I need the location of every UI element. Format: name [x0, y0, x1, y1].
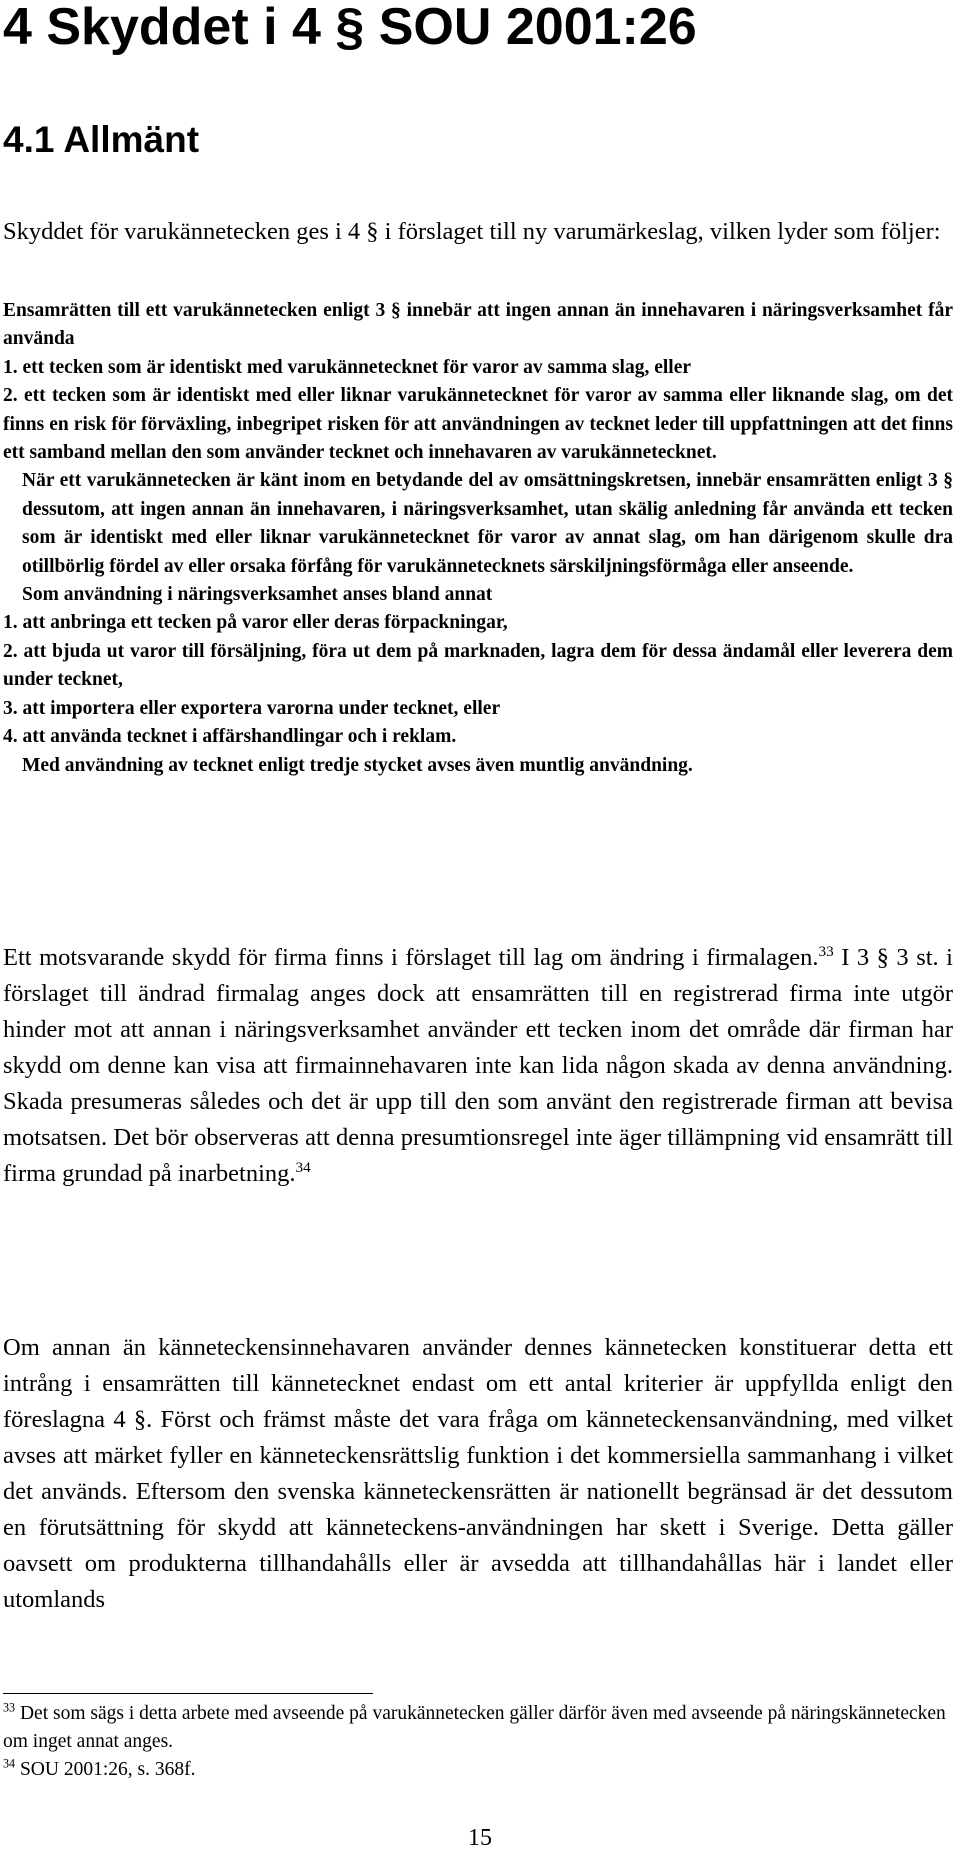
footnote-text: Det som sägs i detta arbete med avseende på varukännetecken gäller därför även med avseende på näringskännetecken om inget annat anges. — [3, 1703, 946, 1752]
footnote-divider — [3, 1693, 373, 1694]
footnote-ref-33[interactable]: 33 — [818, 942, 834, 960]
quote-paragraph: Som användning i näringsverksamhet anses bland annat — [22, 584, 493, 606]
paragraph-text: Ett motsvarande skydd för firma finns i förslaget till lag om ändring i firmalagen. — [3, 944, 819, 971]
footnote-ref-34[interactable]: 34 — [295, 1158, 311, 1176]
chapter-heading: 4 Skyddet i 4 § SOU 2001:26 — [3, 0, 697, 56]
footnote-text: SOU 2001:26, s. 368f. — [15, 1759, 196, 1780]
quote-list-item: 2. ett tecken som är identiskt med eller liknar varukännetecknet för varor av samma eller liknande slag, om det finns en risk för förväxling, inbegripet risken för att användningen av tecknet leder till uppfattningen att det finns ett samband mellan den som använder tecknet och innehavaren av varukännetecknet. — [3, 385, 953, 464]
footnote-33 — [3, 1700, 953, 1756]
footnote-number: 34 — [3, 1756, 16, 1771]
intro-paragraph: Skyddet för varukännetecken ges i 4 § i förslaget till ny varumärkeslag, vilken lyder som följer: — [3, 218, 941, 245]
quote-list-item: 4. att använda tecknet i affärshandlingar och i reklam. — [3, 726, 457, 748]
quote-paragraph: Med användning av tecknet enligt tredje stycket avses även muntlig användning. — [22, 754, 693, 776]
quote-list-item: 1. att anbringa ett tecken på varor eller deras förpackningar, — [3, 612, 508, 634]
section-heading: 4.1 Allmänt — [3, 119, 200, 160]
paragraph-text: I 3 § 3 st. i förslaget till ändrad firmalag anges dock att ensamrätten till en registrerad firma inte utgör hinder mot att annan i näringsverksamhet använder ett tecken inom det område där firman har skydd om denne kan visa att firmainnehavaren inte kan lida någon skada av denna användning. Skada presumeras således och det är upp till den som använt den registrerade firman att bevisa motsatsen. Det bör observeras att denna presumtionsregel inte äger tillämpning vid ensamrätt till firma grundad på inarbetning. — [3, 944, 953, 1187]
quote-list-item: 3. att importera eller exportera varorna under tecknet, eller — [3, 697, 501, 719]
footnote-34 — [3, 1756, 953, 1784]
quote-paragraph: Ensamrätten till ett varukännetecken enligt 3 § innebär att ingen annan än innehavaren i näringsverksamhet får använda — [3, 300, 953, 350]
quote-list-item: 1. ett tecken som är identiskt med varukännetecknet för varor av samma slag, eller — [3, 356, 692, 378]
footnote-number: 33 — [3, 1700, 16, 1715]
footnotes — [3, 1700, 953, 1784]
law-quote — [3, 297, 953, 780]
quote-list-item: 2. att bjuda ut varor till försäljning, föra ut dem på marknaden, lagra dem för dessa ändamål eller leverera dem under tecknet, — [3, 640, 953, 691]
page-number: 15 — [468, 1825, 492, 1851]
quote-paragraph: När ett varukännetecken är känt inom en betydande del av omsättningskretsen, innebär ensamrätten enligt 3 § dessutom, att ingen annan än innehavaren, i näringsverksamhet, utan skälig anledning får använda ett tecken som är identiskt med eller liknar varukännetecknet för varor av annat slag, om han därigenom skulle dra otillbörlig fördel av eller orsaka förfång för varukännetecknets särskiljningsförmåga eller anseende. — [22, 470, 953, 577]
firma-paragraph — [3, 940, 953, 1192]
infringement-paragraph: Om annan än känneteckensinnehavaren använder dennes kännetecken konstituerar detta ett intrång i ensamrätten till kännetecknet endast om ett antal kriterier är uppfyllda enligt den föreslagna 4 §. Först och främst måste det vara fråga om känneteckensanvändning, med vilket avses att märket fyller en känneteckensrättslig funktion i det kommersiella sammanhang i vilket det används. Eftersom den svenska känneteckensrätten är nationellt begränsad är det dessutom en förutsättning för skydd att känneteckens-användningen har skett i Sverige. Detta gäller oavsett om produkterna tillhandahålls eller är avsedda att tillhandahållas här i landet eller utomlands — [3, 1334, 953, 1613]
